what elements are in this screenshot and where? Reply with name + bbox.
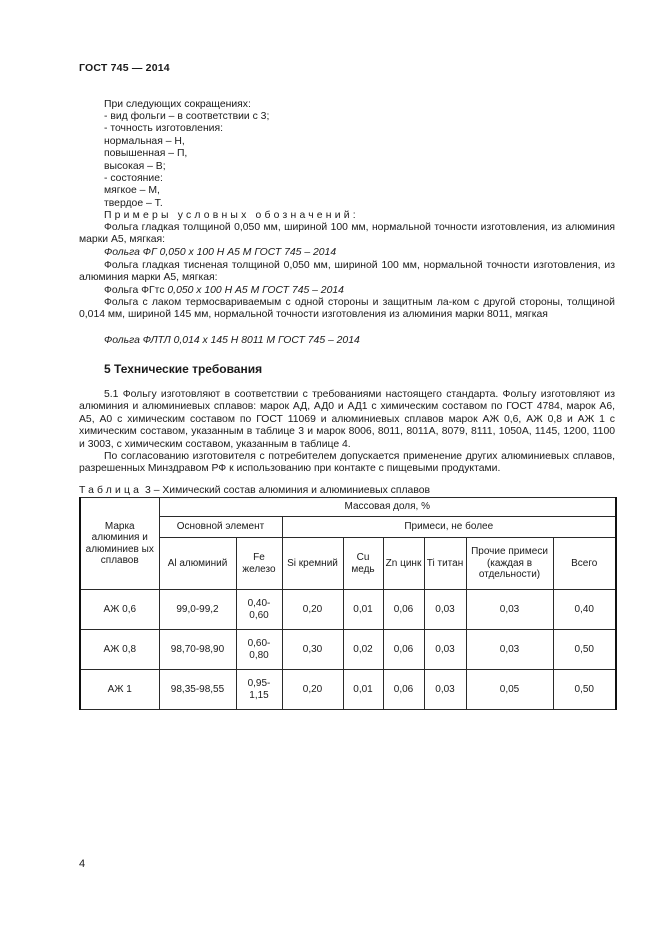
example-2-code-rest: 0,050 х 100 Н А5 М ГОСТ 745 – 2014 [167,285,344,296]
example-1-code: Фольга ФГ 0,050 х 100 Н А5 М ГОСТ 745 – 2014 [104,247,337,258]
example-2-text: Фольга гладкая тисненая толщиной 0,050 мм, шириной 100 мм, нормальной точности изготовления, из алюминия марки А5, мягкая: [79,260,615,284]
table-row [80,590,616,630]
cell-al: 98,70-98,90 [159,630,236,670]
cell-grade: АЖ 0,8 [80,630,159,670]
abbrev-line: повышенная – П, [104,148,188,159]
header-grade: Марка алюминия и алюминиев ых сплавов [80,498,159,590]
cell-ti: 0,03 [424,630,466,670]
cell-grade: АЖ 0,6 [80,590,159,630]
cell-zn: 0,06 [383,590,424,630]
cell-cu: 0,02 [343,630,383,670]
header-impurities: Примеси, не более [282,517,616,538]
header-zn: Zn цинк [383,538,424,590]
cell-total: 0,50 [553,670,616,710]
cell-other: 0,03 [466,590,553,630]
cell-total: 0,40 [553,590,616,630]
cell-cu: 0,01 [343,590,383,630]
example-3-code: Фольга ФЛТЛ 0,014 х 145 Н 8011 М ГОСТ 745 – 2014 [104,335,360,346]
cell-al: 98,35-98,55 [159,670,236,710]
page-number: 4 [79,858,86,870]
cell-other: 0,03 [466,630,553,670]
cell-al: 99,0-99,2 [159,590,236,630]
header-base-element: Основной элемент [159,517,282,538]
abbrev-line: высокая – В; [104,161,166,172]
abbrev-line: - состояние: [104,173,163,184]
examples-heading: Примеры условных обозначений: [104,210,359,221]
example-1-text: Фольга гладкая толщиной 0,050 мм, шириной 100 мм, нормальной точности изготовления, из алюминия марки А5, мягкая: [79,222,615,246]
abbrev-line: - точность изготовления: [104,123,224,134]
cell-total: 0,50 [553,630,616,670]
abbrev-line: твердое – Т. [104,198,163,209]
cell-si: 0,30 [282,630,343,670]
cell-fe: 0,60-0,80 [236,630,282,670]
abbrev-line: - вид фольги – в соответствии с 3; [104,111,270,122]
abbrev-line: При следующих сокращениях: [104,99,251,110]
table-row [80,670,616,710]
header-fe: Fe железо [236,538,282,590]
table-caption [79,485,430,496]
section-heading: 5 Технические требования [104,362,263,376]
header-total: Всего [553,538,616,590]
header-al: Al алюминий [159,538,236,590]
header-other: Прочие примеси (каждая в отдельности) [466,538,553,590]
cell-fe: 0,40-0,60 [236,590,282,630]
document-header: ГОСТ 745 — 2014 [79,62,170,74]
abbrev-line: мягкое – М, [104,185,160,196]
example-2-code-prefix: Фольга ФГтс [104,285,168,296]
header-mass-fraction: Массовая доля, % [159,498,616,517]
table-caption-rest: 3 – Химический состав алюминия и алюминиевых сплавов [142,485,431,496]
header-cu: Cu медь [343,538,383,590]
cell-other: 0,05 [466,670,553,710]
chemical-composition-table [79,497,617,710]
cell-si: 0,20 [282,590,343,630]
example-2-code [104,285,344,297]
cell-zn: 0,06 [383,630,424,670]
cell-zn: 0,06 [383,670,424,710]
cell-ti: 0,03 [424,670,466,710]
cell-grade: АЖ 1 [80,670,159,710]
header-si: Si кремний [282,538,343,590]
cell-si: 0,20 [282,670,343,710]
cell-ti: 0,03 [424,590,466,630]
table-row [80,630,616,670]
example-3-text: Фольга с лаком термосвариваемым с одной стороны и защитным ла-ком с другой стороны, толщиной 0,014 мм, шириной 145 мм, нормальной точности изготовления из алюминия марки 8011, мягкая [79,297,615,321]
section-5-paragraph-2: По согласованию изготовителя с потребителем допускается применение других алюминиевых сплавов, разрешенных Минздравом РФ к использованию при контакте с пищевыми продуктами. [79,451,615,475]
section-5-paragraph-1: 5.1 Фольгу изготовляют в соответствии с требованиями настоящего стандарта. Фольгу изготовляют из алюминия и алюминиевых сплавов: марок АД, АД0 и АД1 с химическим составом по ГОСТ 4784, марок А6, А5, А0 с химическим составом по ГОСТ 11069 и алюминиевых сплавов марок АЖ 0,6, АЖ 0,8 и АЖ 1 с химическим составом, указанным в таблице 3 и марок 8006, 8011, 8011А, 8079, 8111, 1050А, 1145, 1200, 1100 и 3003, с химическим составом, указанным в таблице 4. [79,389,615,450]
abbrev-line: нормальная – Н, [104,136,185,147]
cell-fe: 0,95-1,15 [236,670,282,710]
table-caption-word: Таблица [79,485,143,496]
header-ti: Ti титан [424,538,466,590]
cell-cu: 0,01 [343,670,383,710]
